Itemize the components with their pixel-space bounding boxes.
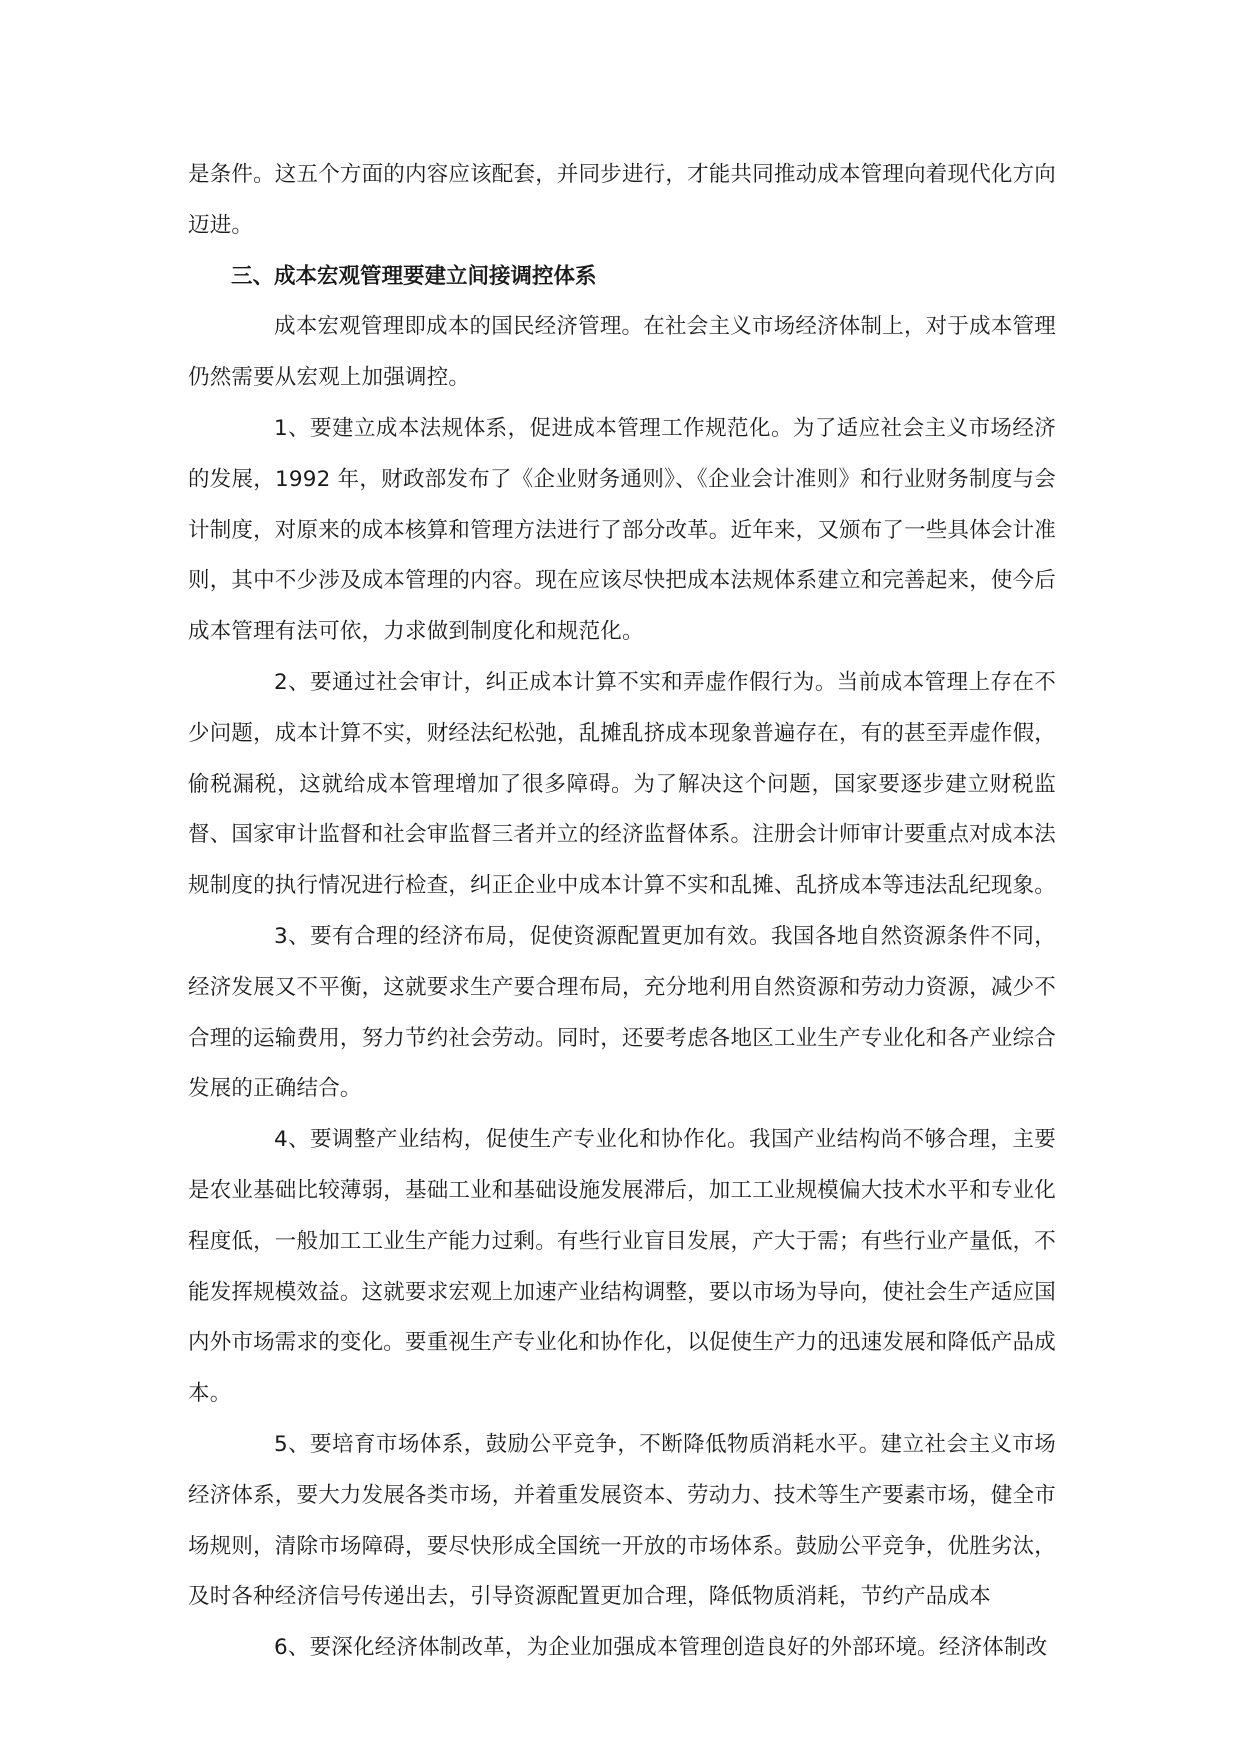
paragraph-item-4: 4、要调整产业结构，促使生产专业化和协作化。我国产业结构尚不够合理，主要是农业基础比较薄弱，基础工业和基础设施发展滞后，加工工业规模偏大技术水平和专业化程度低，一般加工工业生产能力过剩。有些行业盲目发展，产大于需；有些行业产量低，不能发挥规模效益。这就要求宏观上加速产业结构调整，要以市场为导向，使社会生产适应国内外市场需求的变化。要重视生产专业化和协作化，以促使生产力的迅速发展和降低产品成本。 — [188, 1127, 1057, 1407]
paragraph-item-5: 5、要培育市场体系，鼓励公平竞争，不断降低物质消耗水平。建立社会主义市场经济体系，要大力发展各类市场，并着重发展资本、劳动力、技术等生产要素市场，健全市场规则，清除市场障碍，要尽快形成全国统一开放的市场体系。鼓励公平竞争，优胜劣汰，及时各种经济信号传递出去，引导资源配置更加合理，降低物质消耗，节约产品成本 — [188, 1431, 1057, 1610]
paragraph-item-1: 1、要建立成本法规体系，促进成本管理工作规范化。为了适应社会主义市场经济的发展，1992 年，财政部发布了《企业财务通则》、《企业会计准则》和行业财务制度与会计制度，对原来的成本核算和管理方法进行了部分改革。近年来，又颁布了一些具体会计准则，其中不少涉及成本管理的内容。现在应该尽快把成本法规体系建立和完善起来，使今后成本管理有法可依，力求做到制度化和规范化。 — [188, 415, 1057, 645]
paragraph-item-6: 6、要深化经济体制改革，为企业加强成本管理创造良好的外部环境。经济体制改 — [274, 1635, 1048, 1661]
section-heading: 三、成本宏观管理要建立间接调控体系 — [231, 263, 597, 289]
paragraph-intro: 成本宏观管理即成本的国民经济管理。在社会主义市场经济体制上，对于成本管理仍然需要从宏观上加强调控。 — [188, 314, 1056, 391]
paragraph-continuation: 是条件。这五个方面的内容应该配套，并同步进行，才能共同推动成本管理向着现代化方向迈进。 — [188, 162, 1057, 238]
paragraph-item-2: 2、要通过社会审计，纠正成本计算不实和弄虚作假行为。当前成本管理上存在不少问题，成本计算不实，财经法纪松弛，乱摊乱挤成本现象普遍存在，有的甚至弄虚作假，偷税漏税，这就给成本管理增加了很多障碍。为了解决这个问题，国家要逐步建立财税监督、国家审计监督和社会审监督三者并立的经济监督体系。注册会计师审计要重点对成本法规制度的执行情况进行检查，纠正企业中成本计算不实和乱摊、乱挤成本等违法乱纪现象。 — [188, 669, 1057, 899]
paragraph-item-3: 3、要有合理的经济布局，促使资源配置更加有效。我国各地自然资源条件不同，经济发展又不平衡，这就要求生产要合理布局，充分地利用自然资源和劳动力资源，减少不合理的运输费用，努力节约社会劳动。同时，还要考虑各地区工业生产专业化和各产业综合发展的正确结合。 — [188, 923, 1057, 1102]
document-page — [188, 150, 1056, 1674]
